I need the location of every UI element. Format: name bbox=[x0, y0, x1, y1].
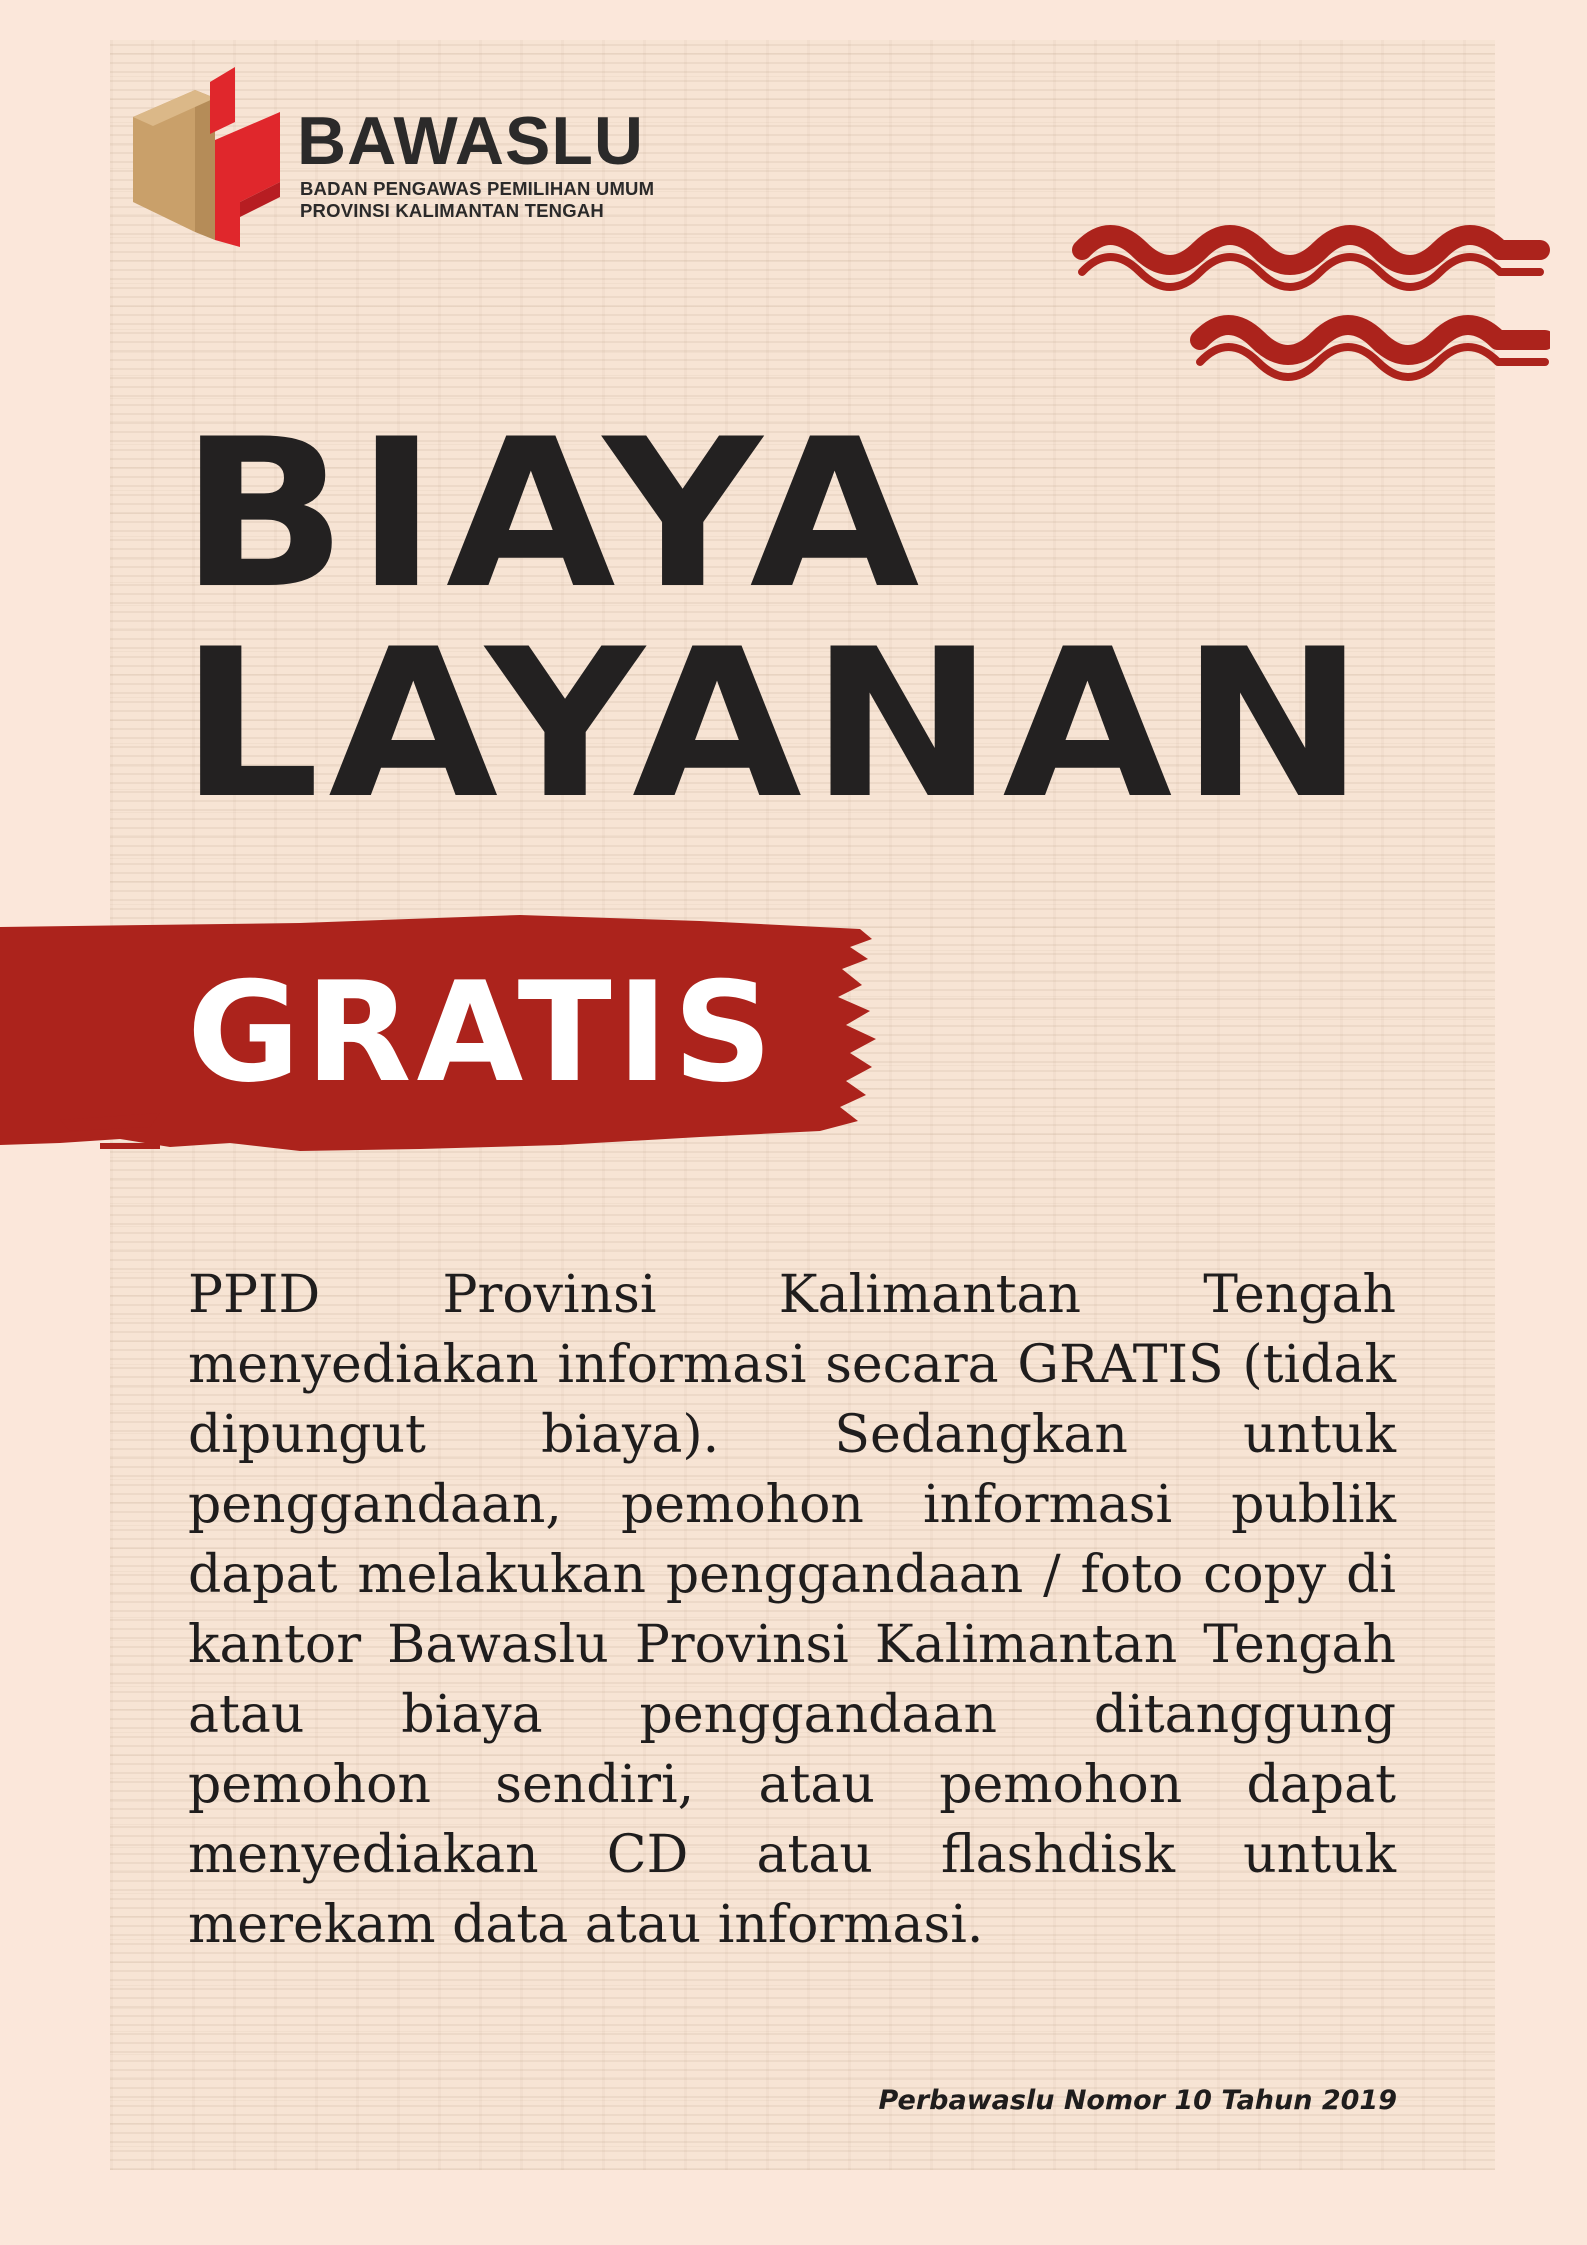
brand-subtitle-line2: PROVINSI KALIMANTAN TENGAH bbox=[300, 200, 604, 221]
title-line-biaya: BIAYA bbox=[180, 396, 928, 634]
brand-name: BAWASLU bbox=[297, 103, 644, 179]
gratis-label: GRATIS bbox=[187, 952, 778, 1113]
page-title bbox=[180, 396, 1373, 844]
regulation-reference: Perbawaslu Nomor 10 Tahun 2019 bbox=[878, 2085, 1397, 2116]
info-paragraph: PPID Provinsi Kalimantan Tengah menyediakan informasi secara GRATIS (tidak dipungut biaya). Sedangkan untuk penggandaan, pemohon informasi publik dapat melakukan penggandaan / foto copy di kantor Bawaslu Provinsi Kalimantan Tengah atau biaya penggandaan ditanggung pemohon sendiri, atau pemohon dapat menyediakan CD atau flashdisk untuk merekam data atau informasi. bbox=[188, 1265, 1396, 1955]
brand-subtitle bbox=[300, 178, 654, 222]
brand-subtitle-line1: BADAN PENGAWAS PEMILIHAN UMUM bbox=[300, 178, 655, 199]
bawaslu-emblem-icon bbox=[115, 62, 290, 252]
title-line-layanan: LAYANAN bbox=[180, 606, 1373, 844]
decorative-wave-lines bbox=[1070, 210, 1550, 410]
bawaslu-logo bbox=[115, 62, 715, 262]
